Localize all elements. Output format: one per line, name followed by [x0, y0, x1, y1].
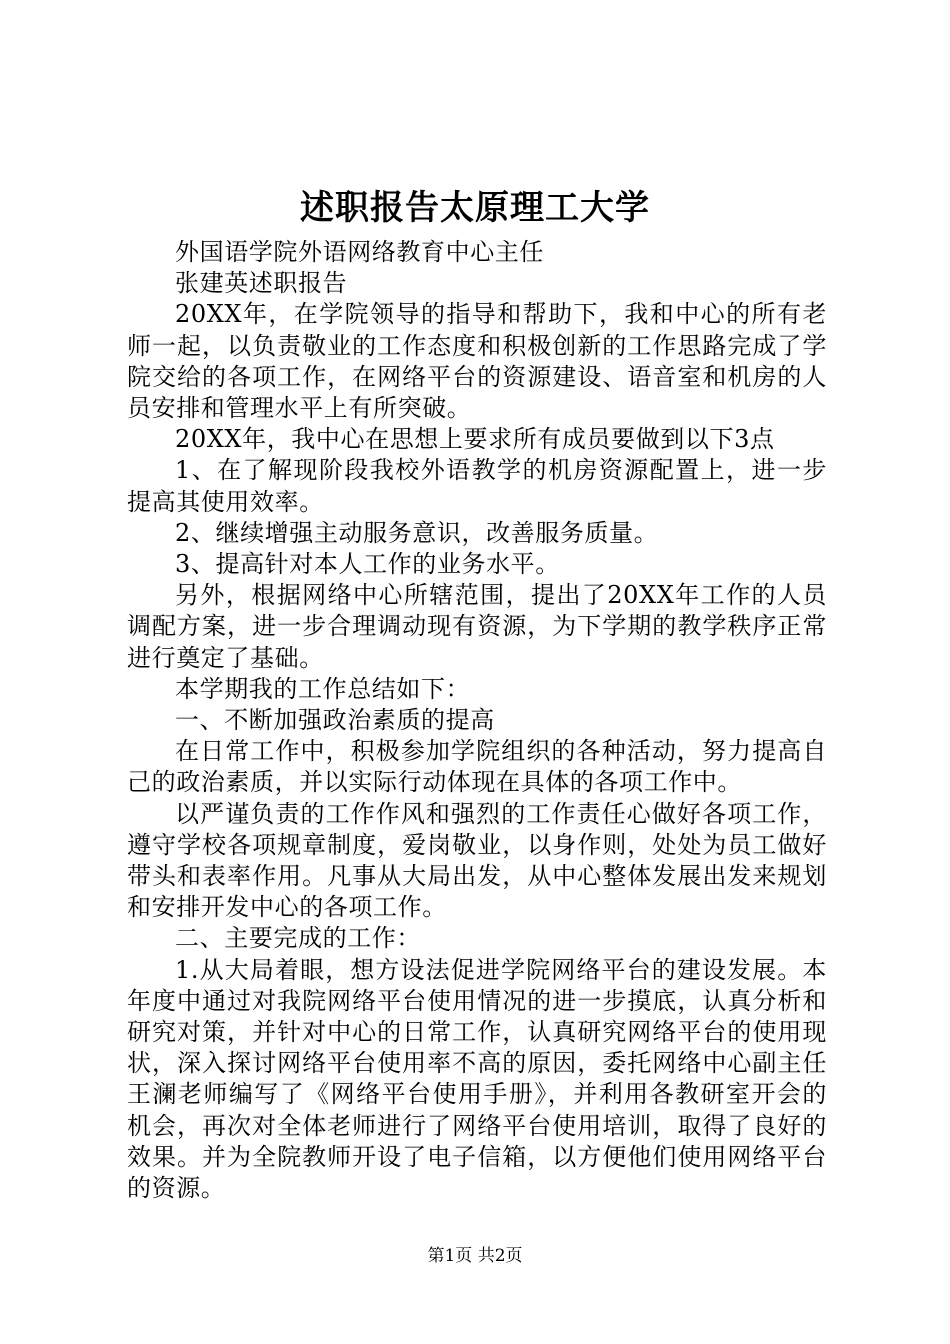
paragraph-intro: 20XX年，在学院领导的指导和帮助下，我和中心的所有老师一起，以负责敬业的工作态度和积极创新的工作思路完成了学院交给的各项工作，在网络平台的资源建设、语音室和机房的人员安排和管理水平上有所突破。 — [127, 300, 827, 423]
paragraph-point-1: 1、在了解现阶段我校外语教学的机房资源配置上，进一步提高其使用效率。 — [127, 456, 827, 516]
page-footer: 第1页 共2页 — [427, 1246, 523, 1266]
document-body — [127, 237, 827, 1204]
paragraph-staffing: 另外，根据网络中心所辖范围，提出了20XX年工作的人员调配方案，进一步合理调动现有资源，为下学期的教学秩序正常进行奠定了基础。 — [127, 581, 827, 672]
paragraph-point-3: 3、提高针对本人工作的业务水平。 — [175, 550, 560, 579]
paragraph-political: 在日常工作中，积极参加学院组织的各种活动，努力提高自己的政治素质，并以实际行动体现在具体的各项工作中。 — [127, 737, 827, 797]
section-heading-2: 二、主要完成的工作： — [175, 924, 421, 953]
paragraph-work-style: 以严谨负责的工作作风和强烈的工作责任心做好各项工作，遵守学校各项规章制度，爱岗敬业，以身作则，处处为员工做好带头和表率作用。凡事从大局出发，从中心整体发展出发来规划和安排开发中心的各项工作。 — [127, 799, 827, 922]
section-heading-1: 一、不断加强政治素质的提高 — [175, 706, 495, 735]
document-title: 述职报告太原理工大学 — [300, 188, 650, 228]
paragraph-network-platform: 1.从大局着眼，想方设法促进学院网络平台的建设发展。本年度中通过对我院网络平台使用情况的进一步摸底，认真分析和研究对策，并针对中心的日常工作，认真研究网络平台的使用现状，深入探讨网络平台使用率不高的原因，委托网络中心副主任王澜老师编写了《网络平台使用手册》，并利用各教研室开会的机会，再次对全体老师进行了网络平台使用培训，取得了良好的效果。并为全院教师开设了电子信箱，以方便他们使用网络平台的资源。 — [127, 955, 827, 1203]
paragraph-author: 张建英述职报告 — [175, 269, 348, 298]
paragraph-requirements: 20XX年，我中心在思想上要求所有成员要做到以下3点 — [175, 425, 775, 454]
paragraph-department: 外国语学院外语网络教育中心主任 — [175, 238, 544, 266]
paragraph-summary-heading: 本学期我的工作总结如下： — [175, 674, 471, 703]
paragraph-point-2: 2、继续增强主动服务意识，改善服务质量。 — [175, 518, 659, 547]
